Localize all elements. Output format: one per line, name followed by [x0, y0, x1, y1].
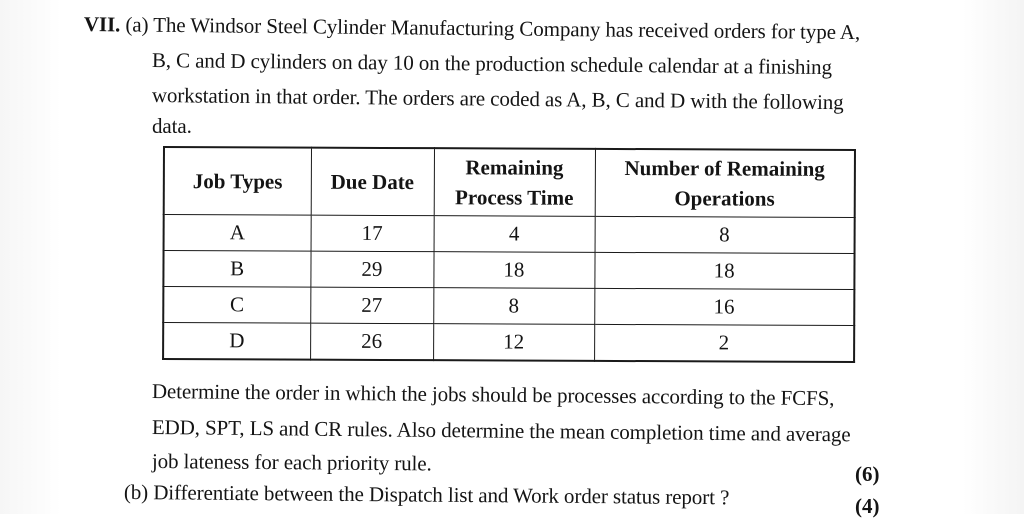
table-header-row [164, 147, 855, 218]
part-a-intro-line-1: The Windsor Steel Cylinder Manufacturing Company has received orders for type A, [153, 12, 861, 45]
part-b-marks: (4) [855, 494, 880, 518]
part-a-task-line-1: Determine the order in which the jobs should be processes according to the FCFS, [151, 379, 835, 411]
header-number-remaining-operations: Number of Remaining Operations [595, 149, 855, 218]
cell-remaining-operations: 8 [595, 216, 855, 253]
table-row [163, 286, 854, 325]
cell-job-type: B [163, 250, 310, 287]
cell-job-type: A [164, 215, 311, 252]
cell-due-date: 17 [311, 215, 434, 252]
table-row [163, 322, 854, 362]
part-a-intro-line-4: data. [152, 114, 192, 138]
part-a-marks: (6) [855, 462, 880, 486]
part-b-line [124, 482, 730, 508]
part-a-task-line-3: job lateness for each priority rule. [151, 449, 432, 476]
question-line-1 [84, 14, 860, 43]
table-row [163, 250, 854, 289]
cell-process-time: 18 [433, 252, 594, 289]
header-job-types: Job Types [164, 147, 311, 215]
cell-job-type: D [163, 322, 310, 359]
cell-process-time: 12 [433, 324, 594, 361]
question-number: VII. [83, 12, 121, 37]
header-due-date: Due Date [311, 148, 434, 216]
cell-due-date: 26 [310, 323, 433, 360]
cell-remaining-operations: 16 [594, 288, 854, 325]
job-data-table [162, 146, 856, 363]
part-b-text: Differentiate between the Dispatch list and Work order status report ? [153, 480, 730, 510]
cell-job-type: C [163, 286, 310, 323]
part-a-task-line-2: EDD, SPT, LS and CR rules. Also determine the mean completion time and average [151, 415, 851, 447]
header-remaining-process-time: Remaining Process Time [434, 148, 595, 216]
part-b-label: (b) [123, 480, 149, 505]
part-a-label: (a) [125, 12, 149, 37]
job-data-table-container [162, 146, 854, 369]
cell-due-date: 29 [310, 251, 433, 288]
cell-process-time: 4 [434, 216, 595, 253]
cell-due-date: 27 [310, 287, 433, 324]
cell-remaining-operations: 2 [594, 324, 854, 362]
part-a-intro-line-2: B, C and D cylinders on day 10 on the production schedule calendar at a finishing [151, 48, 833, 80]
part-a-intro-line-3: workstation in that order. The orders are coded as A, B, C and D with the following [151, 83, 844, 115]
table-row [164, 215, 855, 254]
cell-remaining-operations: 18 [594, 252, 854, 289]
cell-process-time: 8 [433, 288, 594, 325]
